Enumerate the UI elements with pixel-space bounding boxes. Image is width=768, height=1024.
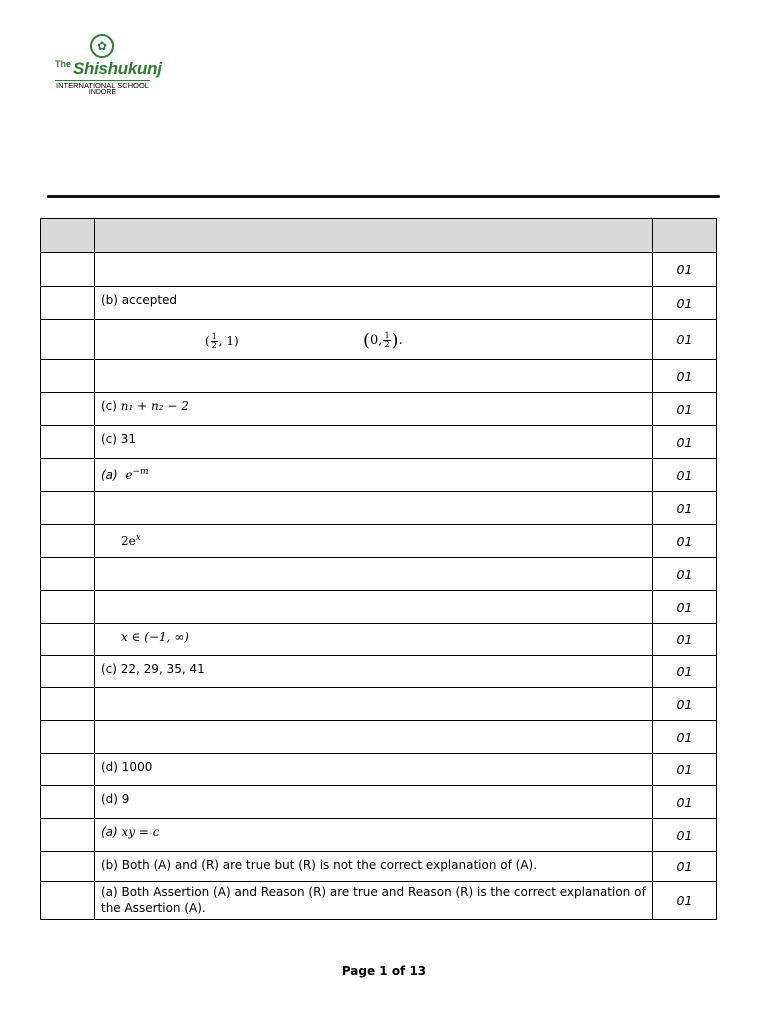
answer-cell bbox=[95, 591, 653, 624]
marks-cell: 01 bbox=[653, 253, 717, 287]
answer-cell bbox=[95, 525, 653, 558]
logo-subtitle: INTERNATIONAL SCHOOL bbox=[56, 81, 149, 90]
question-cell bbox=[41, 320, 95, 360]
question-cell bbox=[41, 426, 95, 459]
table-row bbox=[41, 624, 717, 656]
answer-cell bbox=[95, 624, 653, 656]
marks-cell: 01 bbox=[653, 721, 717, 754]
table-row bbox=[41, 852, 717, 882]
table-row bbox=[41, 819, 717, 852]
question-cell bbox=[41, 525, 95, 558]
marks-cell: 01 bbox=[653, 591, 717, 624]
math-expression: x ∈ (−1, ∞) bbox=[121, 630, 189, 644]
question-cell bbox=[41, 393, 95, 426]
answer-cell bbox=[95, 459, 653, 492]
logo-name: Shishukunj bbox=[73, 59, 162, 78]
table-row bbox=[41, 882, 717, 920]
table-row bbox=[41, 525, 717, 558]
answer-cell: (b) accepted bbox=[95, 287, 653, 320]
answer-cell: (a) Both Assertion (A) and Reason (R) are true and Reason (R) is the correct explanation of the Assertion (A). bbox=[95, 882, 653, 920]
table-row bbox=[41, 426, 717, 459]
marks-cell: 01 bbox=[653, 492, 717, 525]
marks-cell: 01 bbox=[653, 287, 717, 320]
answer-cell: (d) 9 bbox=[95, 786, 653, 819]
question-cell bbox=[41, 754, 95, 786]
answer-cell bbox=[95, 492, 653, 525]
marks-cell: 01 bbox=[653, 688, 717, 721]
table-row bbox=[41, 393, 717, 426]
table-header-row bbox=[41, 219, 717, 253]
math-superscript: x bbox=[135, 533, 141, 543]
answer-key-table bbox=[40, 218, 717, 920]
marks-cell: 01 bbox=[653, 360, 717, 393]
logo-city: INDORE bbox=[88, 89, 117, 96]
table-row bbox=[41, 754, 717, 786]
question-cell bbox=[41, 492, 95, 525]
header-cell-question bbox=[41, 219, 95, 253]
math-expression: xy = c bbox=[121, 825, 160, 839]
table-row bbox=[41, 253, 717, 287]
marks-cell: 01 bbox=[653, 558, 717, 591]
question-cell bbox=[41, 688, 95, 721]
table-row bbox=[41, 688, 717, 721]
marks-cell: 01 bbox=[653, 882, 717, 920]
fraction-numerator: 1 bbox=[384, 331, 390, 340]
marks-cell: 01 bbox=[653, 624, 717, 656]
answer-cell: (c) 22, 29, 35, 41 bbox=[95, 656, 653, 688]
table-row bbox=[41, 459, 717, 492]
logo-title bbox=[55, 59, 162, 79]
table-row bbox=[41, 721, 717, 754]
answer-cell bbox=[95, 320, 653, 360]
math-superscript: −m bbox=[132, 467, 149, 477]
question-cell bbox=[41, 656, 95, 688]
marks-cell: 01 bbox=[653, 786, 717, 819]
school-emblem-icon: ✿ bbox=[90, 34, 114, 58]
answer-cell bbox=[95, 819, 653, 852]
interval-b-head: 0, bbox=[370, 333, 383, 348]
fraction bbox=[211, 333, 218, 350]
question-cell bbox=[41, 591, 95, 624]
marks-cell: 01 bbox=[653, 426, 717, 459]
question-cell bbox=[41, 624, 95, 656]
fraction-denominator: 2 bbox=[211, 341, 217, 350]
fraction-numerator: 1 bbox=[211, 332, 217, 341]
table-row bbox=[41, 360, 717, 393]
math-base: 2e bbox=[121, 534, 136, 548]
question-cell bbox=[41, 287, 95, 320]
marks-cell: 01 bbox=[653, 754, 717, 786]
question-cell bbox=[41, 459, 95, 492]
question-cell bbox=[41, 786, 95, 819]
answer-cell bbox=[95, 253, 653, 287]
math-expression bbox=[101, 534, 141, 548]
answer-cell bbox=[95, 558, 653, 591]
question-cell bbox=[41, 253, 95, 287]
question-cell bbox=[41, 852, 95, 882]
question-cell bbox=[41, 882, 95, 920]
marks-cell: 01 bbox=[653, 852, 717, 882]
header-cell-marks bbox=[653, 219, 717, 253]
interval-a-tail: , 1) bbox=[218, 334, 239, 348]
answer-cell: (c) 31 bbox=[95, 426, 653, 459]
marks-cell: 01 bbox=[653, 656, 717, 688]
page-number: Page 1 of 13 bbox=[341, 964, 427, 978]
school-logo bbox=[52, 34, 162, 114]
question-cell bbox=[41, 721, 95, 754]
marks-cell: 01 bbox=[653, 320, 717, 360]
header-cell-answer bbox=[95, 219, 653, 253]
table-row bbox=[41, 786, 717, 819]
fraction-denominator: 2 bbox=[384, 340, 390, 349]
marks-cell: 01 bbox=[653, 525, 717, 558]
question-cell bbox=[41, 558, 95, 591]
answer-cell: (b) Both (A) and (R) are true but (R) is not the correct explanation of (A). bbox=[95, 852, 653, 882]
math-expression: n₁ + n₂ − 2 bbox=[120, 399, 189, 413]
table-row bbox=[41, 320, 717, 360]
answer-cell bbox=[95, 721, 653, 754]
question-cell bbox=[41, 360, 95, 393]
header-divider bbox=[47, 195, 720, 198]
table-row bbox=[41, 287, 717, 320]
fraction bbox=[383, 332, 390, 349]
math-base: e bbox=[125, 468, 133, 482]
answer-cell bbox=[95, 688, 653, 721]
logo-the: The bbox=[55, 59, 72, 69]
marks-cell: 01 bbox=[653, 819, 717, 852]
table-row bbox=[41, 656, 717, 688]
math-expression bbox=[125, 468, 148, 482]
marks-cell: 01 bbox=[653, 459, 717, 492]
question-cell bbox=[41, 819, 95, 852]
option-label: (a) bbox=[101, 468, 118, 482]
answer-cell: (d) 1000 bbox=[95, 754, 653, 786]
math-interval-a: ( $\frac{1}{2}$ , 1) bbox=[205, 332, 239, 350]
option-label: (a) bbox=[101, 825, 118, 839]
marks-cell: 01 bbox=[653, 393, 717, 426]
table-row bbox=[41, 558, 717, 591]
answer-cell bbox=[95, 393, 653, 426]
math-interval-b: (0, $\frac{1}{2}$ ). bbox=[363, 330, 403, 351]
table-row bbox=[41, 591, 717, 624]
answer-cell bbox=[95, 360, 653, 393]
table-row bbox=[41, 492, 717, 525]
option-label: (c) bbox=[101, 399, 117, 413]
